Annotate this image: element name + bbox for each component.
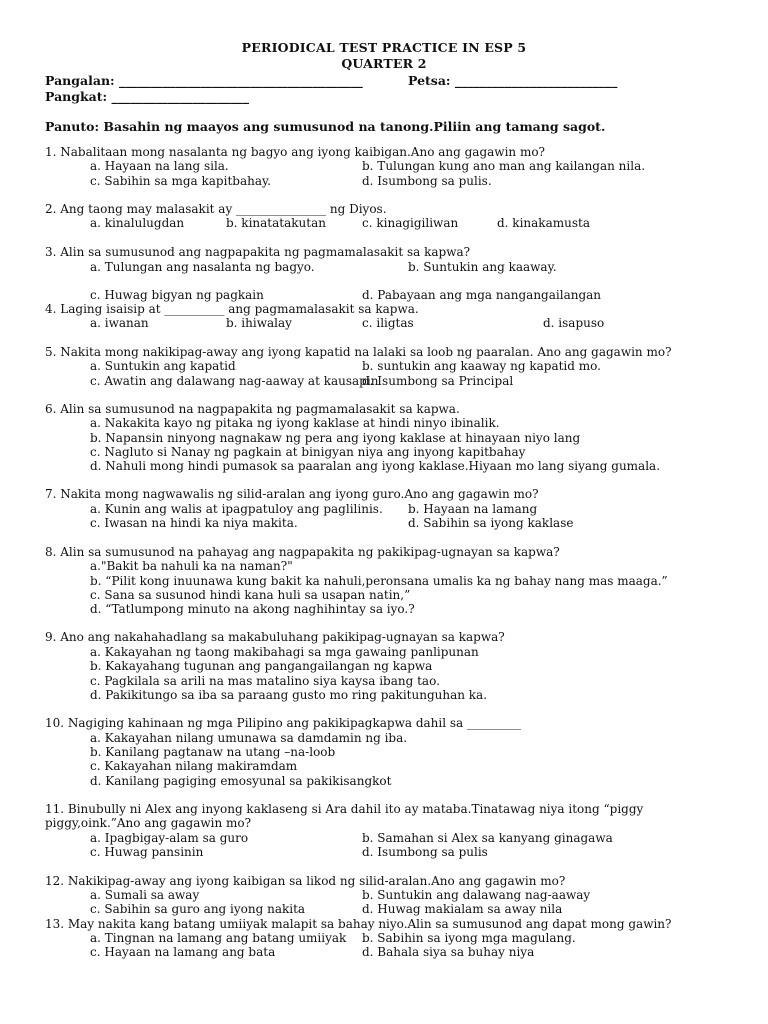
q12-option-d[interactable]: d. Huwag makialam sa away nila [362, 902, 563, 916]
q7-option-d[interactable]: d. Sabihin sa iyong kaklase [408, 516, 574, 530]
question-5: 5. Nakita mong nakikipag-away ang iyong kapatid na lalaki sa loob ng paaralan. Ano ang gagawin mo? [45, 345, 672, 359]
q2-option-c[interactable]: c. kinagigiliwan [362, 216, 459, 230]
q7-option-c[interactable]: c. Iwasan na hindi ka niya makita. [90, 516, 298, 530]
question-9: 9. Ano ang nakahahadlang sa makabuluhang pakikipag-ugnayan sa kapwa? [45, 630, 505, 644]
q2-option-d[interactable]: d. kinakamusta [497, 216, 590, 230]
q13-option-d[interactable]: d. Bahala siya sa buhay niya [362, 945, 535, 959]
question-8: 8. Alin sa sumusunod na pahayag ang nagpapakita ng pakikipag-ugnayan sa kapwa? [45, 545, 560, 559]
q8-option-b[interactable]: b. “Pilit kong inuunawa kung bakit ka nahuli,peronsana umalis ka ng bahay nang mas maaga.” [90, 574, 668, 588]
test-title: PERIODICAL TEST PRACTICE IN ESP 5 [241, 40, 527, 55]
q4-option-b[interactable]: b. ihiwalay [226, 316, 292, 330]
question-2: 2. Ang taong may malasakit ay _______________ ng Diyos. [45, 202, 387, 216]
question-4: 4. Laging isaisip at __________ ang pagmamalasakit sa kapwa. [45, 302, 419, 316]
q1-option-b[interactable]: b. Tulungan kung ano man ang kailangan nila. [362, 159, 646, 173]
q6-option-b[interactable]: b. Napansin ninyong nagnakaw ng pera ang iyong kaklase at hinayaan niyo lang [90, 431, 581, 445]
question-13: 13. May nakita kang batang umiiyak malapit sa bahay niyo.Alin sa sumusunod ang dapat mong gawin? [45, 917, 672, 931]
q11-option-d[interactable]: d. Isumbong sa pulis [362, 845, 488, 859]
q5-option-a[interactable]: a. Suntukin ang kapatid [90, 359, 236, 373]
q13-option-b[interactable]: b. Sabihin sa iyong mga magulang. [362, 931, 576, 945]
q3-option-a[interactable]: a. Tulungan ang nasalanta ng bagyo. [90, 260, 315, 274]
q4-option-a[interactable]: a. iwanan [90, 316, 149, 330]
q11-option-c[interactable]: c. Huwag pansinin [90, 845, 204, 859]
question-6: 6. Alin sa sumusunod na nagpapakita ng pagmamalasakit sa kapwa. [45, 402, 460, 416]
question-11: 11. Binubully ni Alex ang inyong kaklaseng si Ara dahil ito ay mataba.Tinatawag niya itong “piggy [45, 802, 644, 816]
q12-option-b[interactable]: b. Suntukin ang dalawang nag-aaway [362, 888, 591, 902]
q10-option-b[interactable]: b. Kanilang pagtanaw na utang –na-loob [90, 745, 336, 759]
q1-option-c[interactable]: c. Sabihin sa mga kapitbahay. [90, 174, 271, 188]
q10-option-a[interactable]: a. Kakayahan nilang umunawa sa damdamin ng iba. [90, 731, 408, 745]
q9-option-d[interactable]: d. Pakikitungo sa iba sa paraang gusto mo ring pakitunguhan ka. [90, 688, 488, 702]
name-field[interactable]: Pangalan: _______________________________________ [45, 73, 363, 88]
q2-option-a[interactable]: a. kinalulugdan [90, 216, 185, 230]
q10-option-d[interactable]: d. Kanilang pagiging emosyunal sa pakikisangkot [90, 774, 392, 788]
quarter-label: QUARTER 2 [341, 56, 427, 71]
q1-option-a[interactable]: a. Hayaan na lang sila. [90, 159, 229, 173]
q12-option-c[interactable]: c. Sabihin sa guro ang iyong nakita [90, 902, 306, 916]
q10-option-c[interactable]: c. Kakayahan nilang makiramdam [90, 759, 298, 773]
q3-option-c[interactable]: c. Huwag bigyan ng pagkain [90, 288, 264, 302]
q8-option-a[interactable]: a."Bakit ba nahuli ka na naman?" [90, 559, 293, 573]
q3-option-b[interactable]: b. Suntukin ang kaaway. [408, 260, 557, 274]
q2-option-b[interactable]: b. kinatatakutan [226, 216, 326, 230]
q13-option-c[interactable]: c. Hayaan na lamang ang bata [90, 945, 276, 959]
q11-option-b[interactable]: b. Samahan si Alex sa kanyang ginagawa [362, 831, 613, 845]
question-7: 7. Nakita mong nagwawalis ng silid-aralan ang iyong guro.Ano ang gagawin mo? [45, 487, 539, 501]
q5-option-b[interactable]: b. suntukin ang kaaway ng kapatid mo. [362, 359, 601, 373]
q7-option-a[interactable]: a. Kunin ang walis at ipagpatuloy ang paglilinis. [90, 502, 383, 516]
question-12: 12. Nakikipag-away ang iyong kaibigan sa likod ng silid-aralan.Ano ang gagawin mo? [45, 874, 566, 888]
question-11-continued: piggy,oink.”Ano ang gagawin mo? [45, 816, 252, 830]
q4-option-c[interactable]: c. iligtas [362, 316, 414, 330]
question-10: 10. Nagiging kahinaan ng mga Pilipino ang pakikipagkapwa dahil sa _________ [45, 716, 521, 730]
q8-option-c[interactable]: c. Sana sa susunod hindi kana huli sa usapan natin,” [90, 588, 411, 602]
question-1: 1. Nabalitaan mong nasalanta ng bagyo ang iyong kaibigan.Ano ang gagawin mo? [45, 145, 545, 159]
q5-option-d[interactable]: d. Isumbong sa Principal [362, 374, 514, 388]
instructions: Panuto: Basahin ng maayos ang sumusunod na tanong.Piliin ang tamang sagot. [45, 119, 606, 134]
q3-option-d[interactable]: d. Pabayaan ang mga nangangailangan [362, 288, 602, 302]
q6-option-c[interactable]: c. Nagluto si Nanay ng pagkain at binigyan niya ang inyong kapitbahay [90, 445, 526, 459]
q9-option-c[interactable]: c. Pagkilala sa arili na mas matalino siya kaysa ibang tao. [90, 674, 440, 688]
q11-option-a[interactable]: a. Ipagbigay-alam sa guro [90, 831, 249, 845]
question-3: 3. Alin sa sumusunod ang nagpapakita ng pagmamalasakit sa kapwa? [45, 245, 471, 259]
q5-option-c[interactable]: c. Awatin ang dalawang nag-aaway at kausapin [90, 374, 379, 388]
q13-option-a[interactable]: a. Tingnan na lamang ang batang umiiyak [90, 931, 347, 945]
q6-option-a[interactable]: a. Nakakita kayo ng pitaka ng iyong kaklase at hindi ninyo ibinalik. [90, 416, 500, 430]
q6-option-d[interactable]: d. Nahuli mong hindi pumasok sa paaralan ang iyong kaklase.Hiyaan mo lang siyang gumala. [90, 459, 661, 473]
q9-option-b[interactable]: b. Kakayahang tugunan ang pangangailangan ng kapwa [90, 659, 433, 673]
section-field[interactable]: Pangkat: ______________________ [45, 89, 249, 104]
q7-option-b[interactable]: b. Hayaan na lamang [408, 502, 538, 516]
date-field[interactable]: Petsa: __________________________ [408, 73, 618, 88]
q12-option-a[interactable]: a. Sumali sa away [90, 888, 200, 902]
q1-option-d[interactable]: d. Isumbong sa pulis. [362, 174, 492, 188]
q9-option-a[interactable]: a. Kakayahan ng taong makibahagi sa mga gawaing panlipunan [90, 645, 479, 659]
q4-option-d[interactable]: d. isapuso [543, 316, 605, 330]
q8-option-d[interactable]: d. “Tatlumpong minuto na akong naghihintay sa iyo.? [90, 602, 415, 616]
